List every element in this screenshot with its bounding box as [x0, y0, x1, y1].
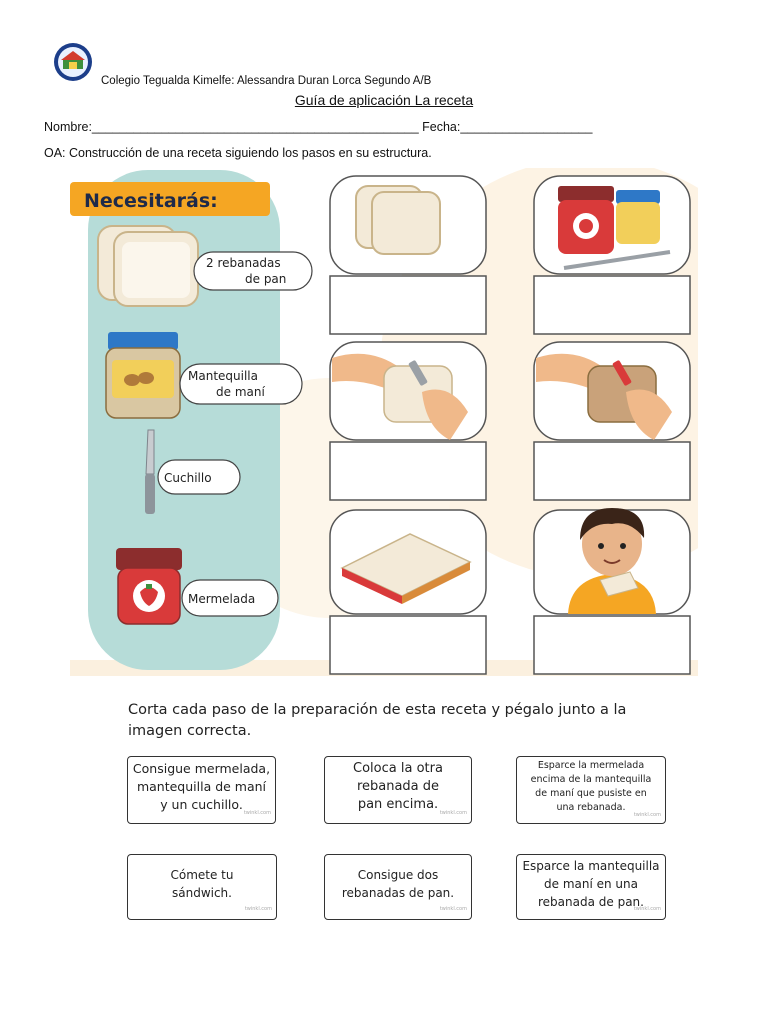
step-card-text: Esparce la mantequilla de maní en una rebanada de pan.	[522, 859, 660, 909]
label-bread-line2: de pan	[245, 272, 287, 286]
step-image-6	[534, 508, 690, 614]
answer-box-4	[534, 442, 690, 500]
step-card-text: Coloca la otra rebanada de pan encima.	[353, 761, 443, 812]
step-card-text: Consigue dos rebanadas de pan.	[341, 868, 455, 900]
watermark: twinkl.com	[439, 810, 467, 816]
step-card-text: Cómete tu sándwich.	[170, 868, 234, 900]
ingredient-label-knife	[158, 460, 240, 494]
label-bread-line1: 2 rebanadas	[206, 256, 281, 270]
page-title: Guía de aplicación La receta	[294, 92, 474, 108]
watermark: twinkl.com	[633, 812, 661, 818]
answer-box-3	[330, 442, 486, 500]
watermark: twinkl.com	[244, 906, 272, 912]
answer-box-2	[534, 276, 690, 334]
ingredient-label-bread	[194, 252, 312, 290]
title-wrap	[0, 92, 768, 108]
step-card-4[interactable]	[127, 854, 277, 920]
step-image-4	[534, 342, 690, 440]
step-card-5[interactable]	[324, 854, 472, 920]
step-image-5	[330, 510, 486, 614]
bread-slices-icon	[98, 226, 198, 306]
school-line: Colegio Tegualda Kimelfe: Alessandra Duran Lorca Segundo A/B	[101, 75, 432, 87]
step-card-text: Esparce la mermelada encima de la mantequilla de maní que pusiste en una rebanada.	[530, 760, 652, 813]
peanut-butter-jar-icon	[106, 332, 180, 418]
name-date-line: Nombre:_______________________________________________ Fecha:___________________	[44, 120, 593, 134]
step-card-6[interactable]	[516, 854, 666, 920]
recipe-worksheet	[70, 168, 698, 676]
answer-box-5	[330, 616, 486, 674]
ingredient-label-jam	[182, 580, 278, 616]
bread-slices-icon	[356, 186, 440, 254]
label-pb-line2: de maní	[216, 385, 265, 399]
label-knife: Cuchillo	[164, 471, 212, 485]
school-logo-icon	[48, 42, 98, 82]
necesitaras-heading	[70, 182, 270, 216]
watermark: twinkl.com	[243, 810, 271, 816]
answer-box-6	[534, 616, 690, 674]
jam-jar-icon	[116, 548, 182, 624]
cut-paste-instruction: Corta cada paso de la preparación de esta receta y pégalo junto a la imagen correcta.	[128, 702, 627, 739]
answer-box-1	[330, 276, 486, 334]
watermark: twinkl.com	[439, 906, 467, 912]
step-card-3[interactable]	[516, 756, 666, 824]
objective-line: OA: Construcción de una receta siguiendo los pasos en su estructura.	[44, 146, 432, 160]
step-card-1[interactable]	[127, 756, 276, 824]
label-jam: Mermelada	[188, 592, 256, 606]
ingredient-label-peanut-butter	[180, 364, 302, 404]
step-image-3	[330, 342, 486, 440]
label-pb-line1: Mantequilla	[188, 369, 258, 383]
watermark: twinkl.com	[633, 906, 661, 912]
step-image-1	[330, 176, 486, 274]
step-image-2	[534, 176, 690, 274]
step-card-2[interactable]	[324, 756, 472, 824]
ingredients-heading-text: Necesitarás:	[84, 190, 218, 212]
step-card-text: Consigue mermelada, mantequilla de maní y un cuchillo.	[132, 761, 271, 812]
